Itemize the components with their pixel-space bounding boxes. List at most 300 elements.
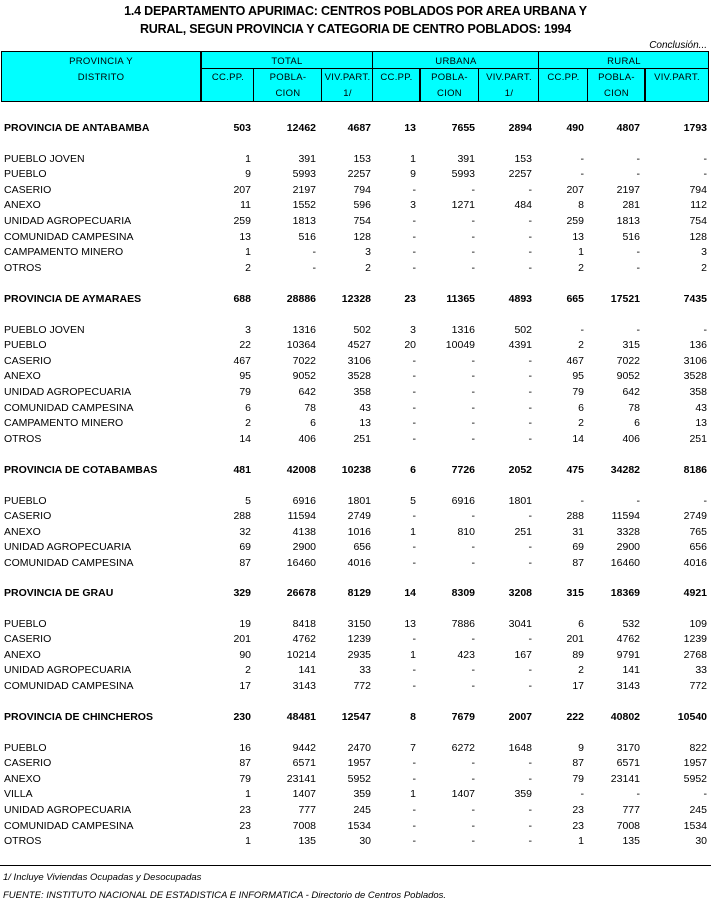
table-row xyxy=(0,742,711,757)
cell-value: 16460 xyxy=(286,556,316,569)
province-value: 12462 xyxy=(286,122,316,134)
cell-value: 20 xyxy=(404,339,416,352)
province-value: 3208 xyxy=(508,587,532,599)
cell-value: 1552 xyxy=(292,199,316,212)
cell-value: 1 xyxy=(410,152,416,165)
cell-value: 423 xyxy=(457,648,475,661)
cell-value: 43 xyxy=(359,401,371,414)
cell-value: - xyxy=(471,664,475,677)
cell-value: 23141 xyxy=(610,772,640,785)
table-row xyxy=(0,355,711,370)
province-value: 10238 xyxy=(341,464,371,476)
cell-value: 23141 xyxy=(286,772,316,785)
category-label: ANEXO xyxy=(4,648,41,661)
cell-value: 2 xyxy=(578,417,584,430)
cell-value: - xyxy=(471,354,475,367)
cell-value: - xyxy=(412,417,416,430)
cell-value: 1 xyxy=(410,788,416,801)
cell-value: 4138 xyxy=(292,525,316,538)
cell-value: - xyxy=(703,323,707,336)
cell-value: 128 xyxy=(689,230,707,243)
cell-value: - xyxy=(528,510,532,523)
cell-value: 1957 xyxy=(683,757,707,770)
cell-value: - xyxy=(528,401,532,414)
cell-value: 2 xyxy=(245,261,251,274)
cell-value: 1 xyxy=(410,648,416,661)
cell-value: 3528 xyxy=(683,370,707,383)
cell-value: 245 xyxy=(353,803,371,816)
cell-value: 153 xyxy=(353,152,371,165)
cell-value: 794 xyxy=(689,183,707,196)
cell-value: 1 xyxy=(578,835,584,848)
cell-value: 2257 xyxy=(347,168,371,181)
cell-value: 201 xyxy=(233,633,251,646)
table-row xyxy=(0,773,711,788)
category-label: UNIDAD AGROPECUARIA xyxy=(4,803,132,816)
cell-value: - xyxy=(471,385,475,398)
province-value: 8309 xyxy=(451,587,475,599)
header-group-rural: RURAL xyxy=(607,56,641,67)
cell-value: 8418 xyxy=(292,617,316,630)
cell-value: 467 xyxy=(233,354,251,367)
province-value: 6 xyxy=(410,464,416,476)
province-value: 12547 xyxy=(341,711,371,723)
category-label: COMUNIDAD CAMPESINA xyxy=(4,819,134,832)
province-name: PROVINCIA DE AYMARAES xyxy=(4,293,142,305)
table-row xyxy=(0,153,711,168)
header-total-viv-l2: 1/ xyxy=(343,88,352,99)
table-row xyxy=(0,402,711,417)
cell-value: 2 xyxy=(365,261,371,274)
province-value: 2052 xyxy=(508,464,532,476)
header-group-total: TOTAL xyxy=(271,56,303,67)
cell-value: - xyxy=(471,556,475,569)
cell-value: 656 xyxy=(353,541,371,554)
cell-value: 1239 xyxy=(683,633,707,646)
cell-value: 7022 xyxy=(616,354,640,367)
cell-value: - xyxy=(703,788,707,801)
province-value: 28886 xyxy=(286,293,316,305)
cell-value: 7008 xyxy=(616,819,640,832)
table-row xyxy=(0,541,711,556)
cell-value: 6916 xyxy=(292,494,316,507)
cell-value: - xyxy=(471,432,475,445)
header-divider xyxy=(644,68,646,101)
cell-value: - xyxy=(528,835,532,848)
cell-value: 1407 xyxy=(451,788,475,801)
cell-value: - xyxy=(528,556,532,569)
cell-value: 31 xyxy=(572,525,584,538)
cell-value: 3 xyxy=(701,246,707,259)
cell-value: - xyxy=(528,541,532,554)
province-value: 4687 xyxy=(347,122,371,134)
cell-value: 406 xyxy=(622,432,640,445)
province-value: 18369 xyxy=(610,587,640,599)
cell-value: 6 xyxy=(310,417,316,430)
category-label: PUEBLO xyxy=(4,741,47,754)
province-value: 315 xyxy=(566,587,584,599)
cell-value: 3143 xyxy=(292,679,316,692)
cell-value: 1957 xyxy=(347,757,371,770)
cell-value: 251 xyxy=(514,525,532,538)
category-label: UNIDAD AGROPECUARIA xyxy=(4,664,132,677)
category-label: COMUNIDAD CAMPESINA xyxy=(4,679,134,692)
cell-value: 10049 xyxy=(445,339,475,352)
header-divider xyxy=(372,52,373,101)
cell-value: 16460 xyxy=(610,556,640,569)
cell-value: 13 xyxy=(239,230,251,243)
province-value: 11365 xyxy=(446,293,475,305)
cell-value: 1 xyxy=(245,835,251,848)
cell-value: 2 xyxy=(245,417,251,430)
source-note: FUENTE: INSTITUTO NACIONAL DE ESTADISTICA E INFORMATICA - Directorio de Centros Poblados. xyxy=(3,890,447,901)
province-value: 48481 xyxy=(286,711,316,723)
cell-value: 6 xyxy=(634,417,640,430)
category-label: CASERIO xyxy=(4,510,52,523)
cell-value: 281 xyxy=(622,199,640,212)
table-row xyxy=(0,680,711,695)
cell-value: 14 xyxy=(239,432,251,445)
cell-value: 288 xyxy=(566,510,584,523)
cell-value: 3 xyxy=(410,323,416,336)
category-label: CAMPAMENTO MINERO xyxy=(4,417,124,430)
cell-value: - xyxy=(636,323,640,336)
cell-value: 7008 xyxy=(292,819,316,832)
cell-value: 1 xyxy=(245,788,251,801)
cell-value: 1 xyxy=(245,152,251,165)
province-name: PROVINCIA DE ANTABAMBA xyxy=(4,122,150,134)
cell-value: 13 xyxy=(359,417,371,430)
cell-value: 467 xyxy=(566,354,584,367)
cell-value: 2197 xyxy=(616,183,640,196)
cell-value: 2768 xyxy=(683,648,707,661)
province-value: 8 xyxy=(410,711,416,723)
province-row xyxy=(0,293,711,308)
cell-value: 772 xyxy=(353,679,371,692)
header-divider xyxy=(201,68,709,69)
cell-value: 2470 xyxy=(347,741,371,754)
cell-value: - xyxy=(412,679,416,692)
table-row xyxy=(0,835,711,850)
cell-value: 1801 xyxy=(508,494,532,507)
cell-value: - xyxy=(528,432,532,445)
cell-value: 23 xyxy=(572,819,584,832)
cell-value: - xyxy=(703,494,707,507)
cell-value: - xyxy=(703,168,707,181)
header-divider xyxy=(321,68,322,101)
table-row xyxy=(0,262,711,277)
cell-value: - xyxy=(580,152,584,165)
table-row xyxy=(0,649,711,664)
cell-value: 201 xyxy=(566,633,584,646)
cell-value: 10364 xyxy=(286,339,316,352)
cell-value: 406 xyxy=(298,432,316,445)
province-value: 688 xyxy=(233,293,251,305)
table-row xyxy=(0,433,711,448)
cell-value: - xyxy=(412,401,416,414)
table-row xyxy=(0,633,711,648)
cell-value: 89 xyxy=(572,648,584,661)
category-label: OTROS xyxy=(4,261,42,274)
cell-value: 6916 xyxy=(451,494,475,507)
cell-value: 810 xyxy=(457,525,475,538)
cell-value: - xyxy=(312,261,316,274)
table-row xyxy=(0,324,711,339)
header-rural-poblacion: POBLA- xyxy=(598,72,635,83)
table-row xyxy=(0,215,711,230)
cell-value: 3 xyxy=(410,199,416,212)
cell-value: 6 xyxy=(578,401,584,414)
province-value: 10540 xyxy=(677,711,707,723)
table-row xyxy=(0,557,711,572)
province-row xyxy=(0,711,711,726)
category-label: ANEXO xyxy=(4,370,41,383)
header-divider xyxy=(478,68,479,101)
cell-value: 822 xyxy=(689,741,707,754)
cell-value: - xyxy=(471,230,475,243)
cell-value: - xyxy=(580,323,584,336)
cell-value: 1813 xyxy=(292,214,316,227)
province-value: 222 xyxy=(566,711,584,723)
category-label: PUEBLO JOVEN xyxy=(4,323,85,336)
cell-value: 87 xyxy=(239,757,251,770)
cell-value: 5 xyxy=(410,494,416,507)
cell-value: 9 xyxy=(410,168,416,181)
category-label: PUEBLO xyxy=(4,339,47,352)
cell-value: 2935 xyxy=(347,648,371,661)
province-value: 2894 xyxy=(508,122,532,134)
header-urbana-poblacion-l2: CION xyxy=(437,88,462,99)
cell-value: 3170 xyxy=(616,741,640,754)
cell-value: 87 xyxy=(239,556,251,569)
cell-value: - xyxy=(528,679,532,692)
table-row xyxy=(0,495,711,510)
cell-value: 2749 xyxy=(347,510,371,523)
cell-value: - xyxy=(412,664,416,677)
cell-value: - xyxy=(528,230,532,243)
category-label: CASERIO xyxy=(4,354,52,367)
cell-value: 9791 xyxy=(616,648,640,661)
cell-value: - xyxy=(412,835,416,848)
category-label: ANEXO xyxy=(4,772,41,785)
cell-value: 9442 xyxy=(292,741,316,754)
cell-value: 1407 xyxy=(292,788,316,801)
cell-value: 754 xyxy=(689,214,707,227)
cell-value: 502 xyxy=(353,323,371,336)
cell-value: - xyxy=(528,819,532,832)
cell-value: 17 xyxy=(239,679,251,692)
province-row xyxy=(0,587,711,602)
table-row xyxy=(0,804,711,819)
cell-value: 207 xyxy=(566,183,584,196)
cell-value: 1 xyxy=(578,246,584,259)
cell-value: 5993 xyxy=(451,168,475,181)
cell-value: 391 xyxy=(457,152,475,165)
cell-value: 315 xyxy=(622,339,640,352)
cell-value: - xyxy=(412,633,416,646)
cell-value: 1316 xyxy=(292,323,316,336)
cell-value: 6272 xyxy=(451,741,475,754)
cell-value: - xyxy=(471,401,475,414)
cell-value: 794 xyxy=(353,183,371,196)
cell-value: - xyxy=(636,246,640,259)
cell-value: 22 xyxy=(239,339,251,352)
cell-value: 4762 xyxy=(292,633,316,646)
province-value: 23 xyxy=(404,293,416,305)
cell-value: - xyxy=(528,417,532,430)
cell-value: - xyxy=(471,757,475,770)
cell-value: 7886 xyxy=(451,617,475,630)
cell-value: 1316 xyxy=(451,323,475,336)
cell-value: - xyxy=(580,788,584,801)
province-row xyxy=(0,122,711,137)
cell-value: 10214 xyxy=(286,648,316,661)
cell-value: 2 xyxy=(245,664,251,677)
cell-value: - xyxy=(471,772,475,785)
category-label: OTROS xyxy=(4,432,42,445)
category-label: PUEBLO JOVEN xyxy=(4,152,85,165)
cell-value: - xyxy=(528,261,532,274)
cell-value: - xyxy=(528,354,532,367)
cell-value: - xyxy=(528,803,532,816)
cell-value: - xyxy=(412,354,416,367)
cell-value: 112 xyxy=(690,199,707,212)
header-total-poblacion: POBLA- xyxy=(269,72,307,83)
cell-value: - xyxy=(528,664,532,677)
cell-value: 87 xyxy=(572,556,584,569)
cell-value: 95 xyxy=(572,370,584,383)
cell-value: 4762 xyxy=(616,633,640,646)
province-name: PROVINCIA DE CHINCHEROS xyxy=(4,711,153,723)
cell-value: 3041 xyxy=(508,617,532,630)
cell-value: - xyxy=(528,385,532,398)
cell-value: - xyxy=(412,757,416,770)
cell-value: 288 xyxy=(233,510,251,523)
cell-value: 754 xyxy=(353,214,371,227)
cell-value: 16 xyxy=(239,741,251,754)
cell-value: 4016 xyxy=(347,556,371,569)
cell-value: - xyxy=(412,772,416,785)
cell-value: 3 xyxy=(365,246,371,259)
cell-value: 2 xyxy=(578,261,584,274)
cell-value: 1 xyxy=(410,525,416,538)
cell-value: - xyxy=(312,246,316,259)
cell-value: 6 xyxy=(245,401,251,414)
province-value: 2007 xyxy=(508,711,532,723)
cell-value: 4527 xyxy=(347,339,371,352)
table-row xyxy=(0,370,711,385)
province-value: 4921 xyxy=(683,587,707,599)
header-divider xyxy=(538,52,539,101)
cell-value: 32 xyxy=(239,525,251,538)
cell-value: - xyxy=(412,261,416,274)
cell-value: 391 xyxy=(298,152,316,165)
province-row xyxy=(0,464,711,479)
header-divider xyxy=(200,52,202,101)
province-value: 7435 xyxy=(683,293,707,305)
cell-value: 1801 xyxy=(347,494,371,507)
cell-value: 2257 xyxy=(508,168,532,181)
cell-value: - xyxy=(471,370,475,383)
cell-value: - xyxy=(412,246,416,259)
cell-value: - xyxy=(471,679,475,692)
cell-value: 30 xyxy=(359,835,371,848)
cell-value: 3106 xyxy=(683,354,707,367)
table-row xyxy=(0,788,711,803)
cell-value: 5 xyxy=(245,494,251,507)
cell-value: 69 xyxy=(239,541,251,554)
footer-rule xyxy=(0,865,711,866)
cell-value: 3528 xyxy=(347,370,371,383)
cell-value: - xyxy=(412,432,416,445)
cell-value: 87 xyxy=(572,757,584,770)
cell-value: 6571 xyxy=(292,757,316,770)
cell-value: - xyxy=(471,803,475,816)
cell-value: 135 xyxy=(622,835,640,848)
cell-value: 153 xyxy=(514,152,532,165)
cell-value: 1239 xyxy=(347,633,371,646)
cell-value: 2197 xyxy=(292,183,316,196)
cell-value: 5952 xyxy=(347,772,371,785)
cell-value: - xyxy=(528,246,532,259)
cell-value: 1271 xyxy=(451,199,475,212)
cell-value: - xyxy=(528,757,532,770)
cell-value: 79 xyxy=(572,772,584,785)
cell-value: 259 xyxy=(566,214,584,227)
province-value: 503 xyxy=(233,122,251,134)
header-rural-ccpp: CC.PP. xyxy=(547,72,580,83)
cell-value: 79 xyxy=(572,385,584,398)
cell-value: 3143 xyxy=(616,679,640,692)
cell-value: 772 xyxy=(689,679,707,692)
cell-value: - xyxy=(580,494,584,507)
table-row xyxy=(0,757,711,772)
province-value: 40802 xyxy=(610,711,640,723)
cell-value: 3150 xyxy=(347,617,371,630)
cell-value: 2900 xyxy=(292,541,316,554)
cell-value: 90 xyxy=(239,648,251,661)
cell-value: 484 xyxy=(514,199,532,212)
cell-value: 19 xyxy=(239,617,251,630)
cell-value: 656 xyxy=(689,541,707,554)
category-label: COMUNIDAD CAMPESINA xyxy=(4,556,134,569)
cell-value: 13 xyxy=(572,230,584,243)
cell-value: 8 xyxy=(578,199,584,212)
category-label: CAMPAMENTO MINERO xyxy=(4,246,124,259)
cell-value: - xyxy=(471,214,475,227)
cell-value: - xyxy=(412,510,416,523)
cell-value: 7022 xyxy=(292,354,316,367)
header-urbana-poblacion: POBLA- xyxy=(431,72,468,83)
header-urbana-viv: VIV.PART. xyxy=(486,72,532,83)
cell-value: 2 xyxy=(578,339,584,352)
province-value: 14 xyxy=(404,587,416,599)
footnote: 1/ Incluye Viviendas Ocupadas y Desocupadas xyxy=(3,872,202,883)
cell-value: - xyxy=(528,370,532,383)
cell-value: 9 xyxy=(245,168,251,181)
cell-value: 13 xyxy=(404,617,416,630)
table-title-line-1: 1.4 DEPARTAMENTO APURIMAC: CENTROS POBLADOS POR AREA URBANA Y xyxy=(124,4,587,18)
cell-value: - xyxy=(703,152,707,165)
cell-value: 79 xyxy=(239,385,251,398)
header-rural-viv: VIV.PART. xyxy=(654,72,700,83)
table-row xyxy=(0,664,711,679)
header-distrito: DISTRITO xyxy=(77,72,125,83)
category-label: CASERIO xyxy=(4,757,52,770)
cell-value: - xyxy=(412,541,416,554)
cell-value: 136 xyxy=(689,339,707,352)
province-value: 7679 xyxy=(451,711,475,723)
